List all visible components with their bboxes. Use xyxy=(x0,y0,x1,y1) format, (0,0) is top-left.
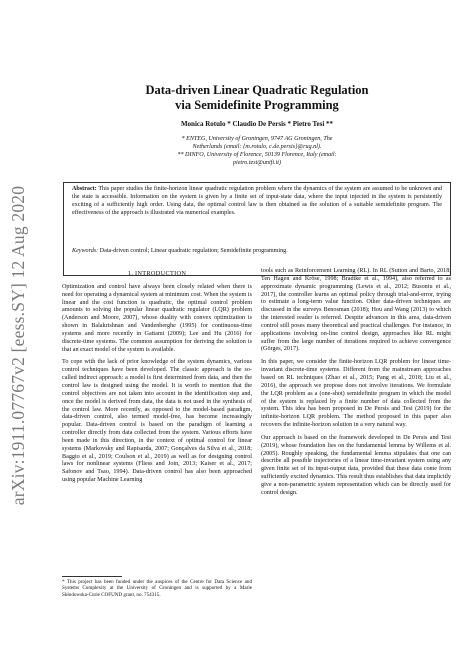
author-list: Monica Rotulo * Claudio De Persis * Pietro Tesi ** xyxy=(180,120,334,128)
right-column xyxy=(261,268,451,503)
intro-paragraph: In this paper, we consider the finite-horizon LQR problem for linear time-invariant discrete-time systems. Different from the mainstream approaches based on RL techniques (Zhao et al., 2015; Pang et al., 2018; Liu et al., 2016), the approach we propose does not involve iterations. We formulate the LQR problem as a (one-shot) semidefinite program in which the model of the system is replaced by a finite number of data collected from the system. This idea has been proposed in De Persis and Tesi (2019) for the infinite-horizon LQR problem. The method proposed in this paper also recovers the infinite-horizon solution in a very natural way. xyxy=(261,359,451,429)
arxiv-stamp-text: arXiv:1911.07767v2 [eess.SY] 12 Aug 2020 xyxy=(8,185,29,505)
keywords-text: Data-driven control; Linear quadratic regulation; Semidefinite programming. xyxy=(99,248,288,254)
title-line-2: via Semidefinite Programming xyxy=(175,98,339,112)
intro-paragraph: Our approach is based on the framework developed in De Persis and Tesi (2019), whose foundation lies on the fundamental lemma by Willems et al. (2005). Roughly speaking, the fundamental lemma stipulates that one can describe all possible trajectories of a linear time-invariant system using any given finite set of its input-output data, provided that these data come from sufficiently excited dynamics. This result thus establishes that data implicitly give a non-parametric system representation which can be directly used for control design. xyxy=(261,434,451,496)
affiliation-line-2: Netherlands (email: {m.rotulo, c.de.persis}@rug.nl). xyxy=(192,144,322,150)
keywords xyxy=(72,248,442,256)
arxiv-identifier xyxy=(4,175,34,515)
affiliation-line-4: pietro.tesi@unifi.it) xyxy=(232,160,282,166)
abstract-label: Abstract: xyxy=(72,186,97,192)
intro-paragraph: Optimization and control have always been closely related when there is need for operating a dynamical system at minimum cost. When the system is linear and the cost function is quadratic, the optimal control problem amounts to solving the popular linear quadratic regulator (LQR) problem (Anderson and Moore, 2007), whose duality with convex optimization is shown in Balakrishnan and Vandenberghe (1995) for continuous-time systems and more recently in Gattami (2009); Lee and Hu (2016) for discrete-time systems. The common assumption for deriving the solution is that an exact model of the system is available. xyxy=(62,283,252,353)
title-line-1: Data-driven Linear Quadratic Regulation xyxy=(145,83,369,97)
funding-footnote: * This project has been funded under the auspices of the Centre for Data Science and Systems Complexity at the University of Groningen and is supported by a Marie Skłodowska-Curie COFUND grant, no. 754315. xyxy=(62,579,252,598)
abstract-text: This paper studies the finite-horizon linear quadratic regulation problem where the dynamics of the system are assumed to be unknown and the state is accessible. Information on the system is given by a finite set of input-state data, where the input injected in the system is persistently exciting of a sufficiently high order. Using data, the optimal control law is then obtained as the solution of a suitable semidefinite program. The effectiveness of the approach is illustrated via numerical examples. xyxy=(72,186,442,216)
affiliation-line-3: ** DINFO, University of Florence, 50139 Florence, Italy (email: xyxy=(177,152,337,158)
keywords-label: Keywords: xyxy=(72,248,99,254)
left-column xyxy=(62,268,252,490)
paper-title xyxy=(60,83,454,113)
section-heading: 1. INTRODUCTION xyxy=(127,270,187,277)
intro-paragraph: To cope with the lack of prior knowledge of the system dynamics, various control techniques have been developed. The classic approach is the so-called indirect approach: a model is first determined from data, and then the control law is designed using the model. It is worth to mention that the control objectives are not taken into account in the identification step and, once the model is derived from data, the data is not used in the synthesis of the control law. More recently, as opposed to the model-based paradigm, data-driven control, also termed model-free, has become increasingly popular. Data-driven control is based on the paradigm of learning a controller directly from data collected from the system. Various efforts have been made in this direction, in the context of optimal control for linear systems (Markovsky and Rapisarda, 2007; Gonçalves da Silva et al., 2018; Baggio et al., 2019; Coulson et al., 2019) as well as for designing control laws for nonlinear systems (Fliess and Join, 2013; Kaiser et al., 2017; Safonov and Tsao, 1994). Data-driven control has also been approached using popular Machine Learning xyxy=(62,359,252,484)
abstract-box xyxy=(63,182,451,276)
affiliation-line-1: * ENTEG, University of Groningen, 9747 AG Groningen, The xyxy=(181,136,333,142)
intro-paragraph: tools such as Reinforcement Learning (RL). In RL (Sutton and Barto, 2018; Ten Hagen and Kröse, 1998; Bradtke et al., 1994), also referred to as approximate dynamic programming (Lewis et al., 2012; Busoniu et al., 2017), the controller learns an optimal policy through trial-and-error, trying to estimate a long-term value function. Other data-driven techniques are discussed in the surveys Benosman (2018); Hou and Wang (2013) to which the interested reader is referred. Despite advances in this area, data-driven control still poses many theoretical and practical challenges. For instance, in applications involving on-line control design, approaches like RL might suffer from the large number of iterations required to achieve convergence (Görges, 2017). xyxy=(261,268,451,353)
footnote-divider xyxy=(62,576,122,577)
